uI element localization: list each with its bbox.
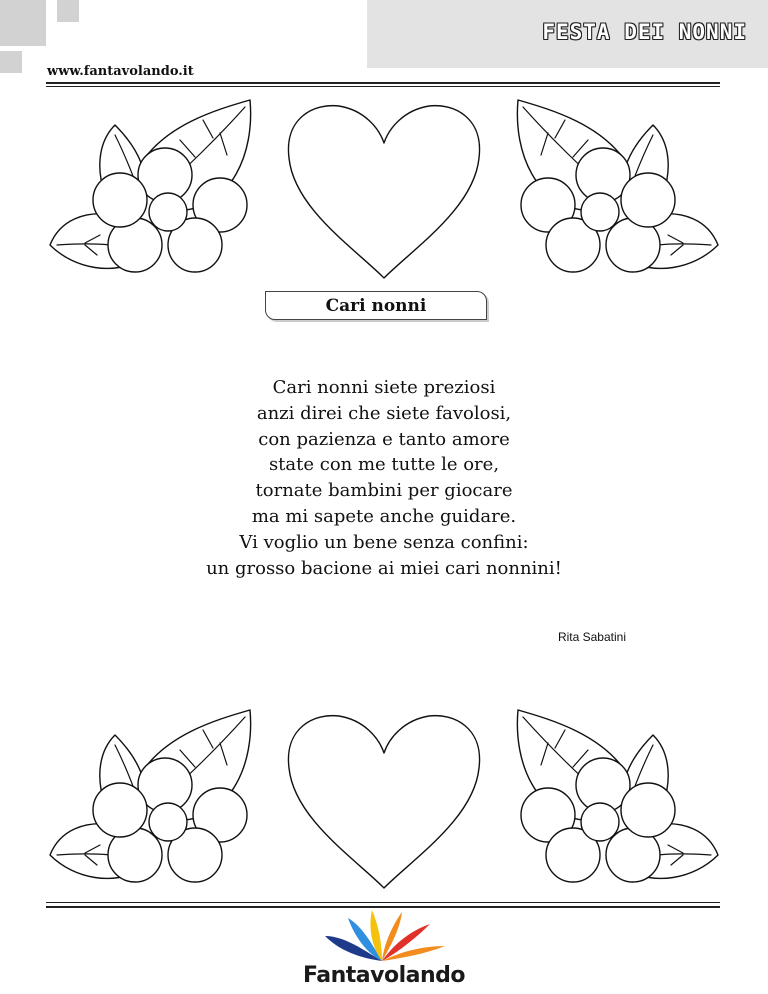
poem-line: tornate bambini per giocare [255,480,513,502]
corner-square-3 [0,51,22,73]
corner-square-1 [0,0,46,46]
poem-line: anzi direi che siete favolosi, [256,402,512,424]
fantavolando-logo-icon [320,906,450,966]
poem-line: ma mi sapete anche guidare. [251,505,517,527]
poem-line: con pazienza e tanto amore [258,428,510,450]
top-rule-thin [46,86,720,87]
header-title: FESTA DEI NONNI [542,20,747,44]
flower-bottom-left [45,705,255,905]
top-rule-thick [46,82,720,84]
poem-title-box [265,291,487,320]
poem-line: state con me tutte le ore, [268,454,500,476]
poem-author: Rita Sabatini [557,630,626,644]
website-link[interactable]: www.fantavolando.it [47,64,194,79]
poem-line: Vi voglio un bene senza confini: [239,531,529,553]
flower-bottom-right [513,705,723,905]
heart-top [284,98,484,283]
flower-top-left [45,95,255,295]
corner-square-2 [57,0,79,22]
heart-bottom [284,708,484,893]
logo-text: Fantavolando [303,963,465,988]
bottom-rule-thin [46,902,720,903]
poem-title: Cari nonni [325,296,427,316]
poem-line: un grosso bacione ai miei cari nonnini! [206,557,562,579]
flower-top-right [513,95,723,295]
poem-line: Cari nonni siete preziosi [272,377,496,398]
poem-body [100,375,668,581]
